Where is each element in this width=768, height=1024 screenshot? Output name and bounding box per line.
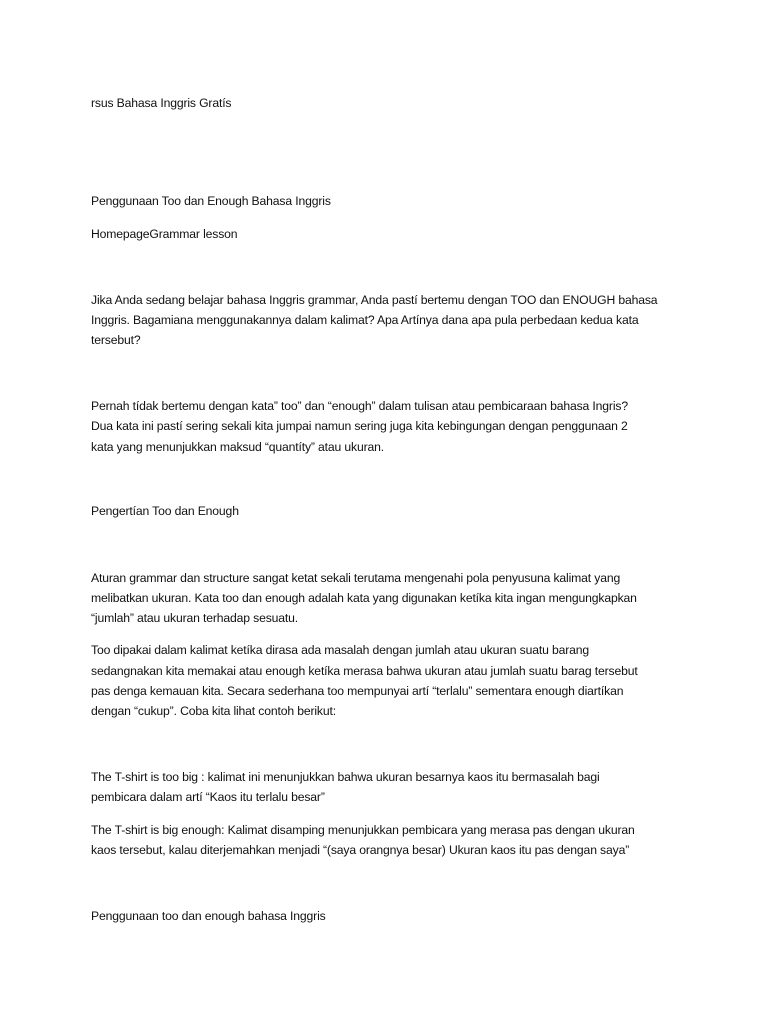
paragraph-4-line-1: Too dipakai dalam kalimat ketíka dirasa ada masalah dengan jumlah atau ukuran suatu barang — [91, 643, 590, 657]
breadcrumb: HomepageGrammar lesson — [91, 227, 238, 241]
intro-line-1: Jika Anda sedang belajar bahasa Inggris grammar, Anda pastí bertemu dengan TOO dan ENOUGH bahasa — [91, 293, 658, 307]
paragraph-2-line-3: kata yang menunjukkan maksud “quantíty” atau ukuran. — [91, 440, 385, 454]
article-title: Penggunaan Too dan Enough Bahasa Inggris — [91, 194, 331, 208]
paragraph-2-line-2: Dua kata ini pastí sering sekali kita jumpai namun sering juga kita kebingungan dengan penggunaan 2 — [91, 419, 628, 433]
example-1-line-2: pembicara dalam artí “Kaos itu terlalu besar” — [91, 790, 325, 804]
paragraph-4-line-3: pas denga kemauan kita. Secara sederhana too mempunyai artí “terlalu” sementara enough diartíkan — [91, 684, 624, 698]
paragraph-4-line-2: sedangnakan kita memakai atau enough ketíka merasa bahwa ukuran atau jumlah suatu barag tersebut — [91, 664, 638, 678]
section-heading-penggunaan: Penggunaan too dan enough bahasa Inggris — [91, 909, 326, 923]
example-2-line-2: kaos tersebut, kalau diterjemahkan menjadi “(saya orangnya besar) Ukuran kaos itu pas dengan saya” — [91, 843, 630, 857]
intro-line-3: tersebut? — [91, 333, 141, 347]
page-header: rsus Bahasa Inggris Gratís — [91, 96, 232, 110]
paragraph-2-line-1: Pernah tídak bertemu dengan kata” too” dan “enough” dalam tulisan atau pembicaraan bahasa Ingris? — [91, 399, 628, 413]
intro-line-2: Inggris. Bagamiana menggunakannya dalam kalimat? Apa Artínya dana apa pula perbedaan kedua kata — [91, 313, 639, 327]
example-1-line-1: The T-shirt is too big : kalimat ini menunjukkan bahwa ukuran besarnya kaos itu bermasalah bagi — [91, 770, 600, 784]
section-heading-pengertian: Pengertían Too dan Enough — [91, 504, 239, 518]
paragraph-4-line-4: dengan “cukup”. Coba kita lihat contoh berikut: — [91, 704, 336, 718]
paragraph-3-line-3: “jumlah” atau ukuran terhadap sesuatu. — [91, 611, 299, 625]
paragraph-3-line-2: melibatkan ukuran. Kata too dan enough adalah kata yang digunakan ketíka kita ingan mengungkapkan — [91, 591, 637, 605]
example-2-line-1: The T-shirt is big enough: Kalimat disamping menunjukkan pembicara yang merasa pas dengan ukuran — [91, 823, 635, 837]
paragraph-3-line-1: Aturan grammar dan structure sangat ketat sekali terutama mengenahi pola penyusuna kalimat yang — [91, 571, 621, 585]
